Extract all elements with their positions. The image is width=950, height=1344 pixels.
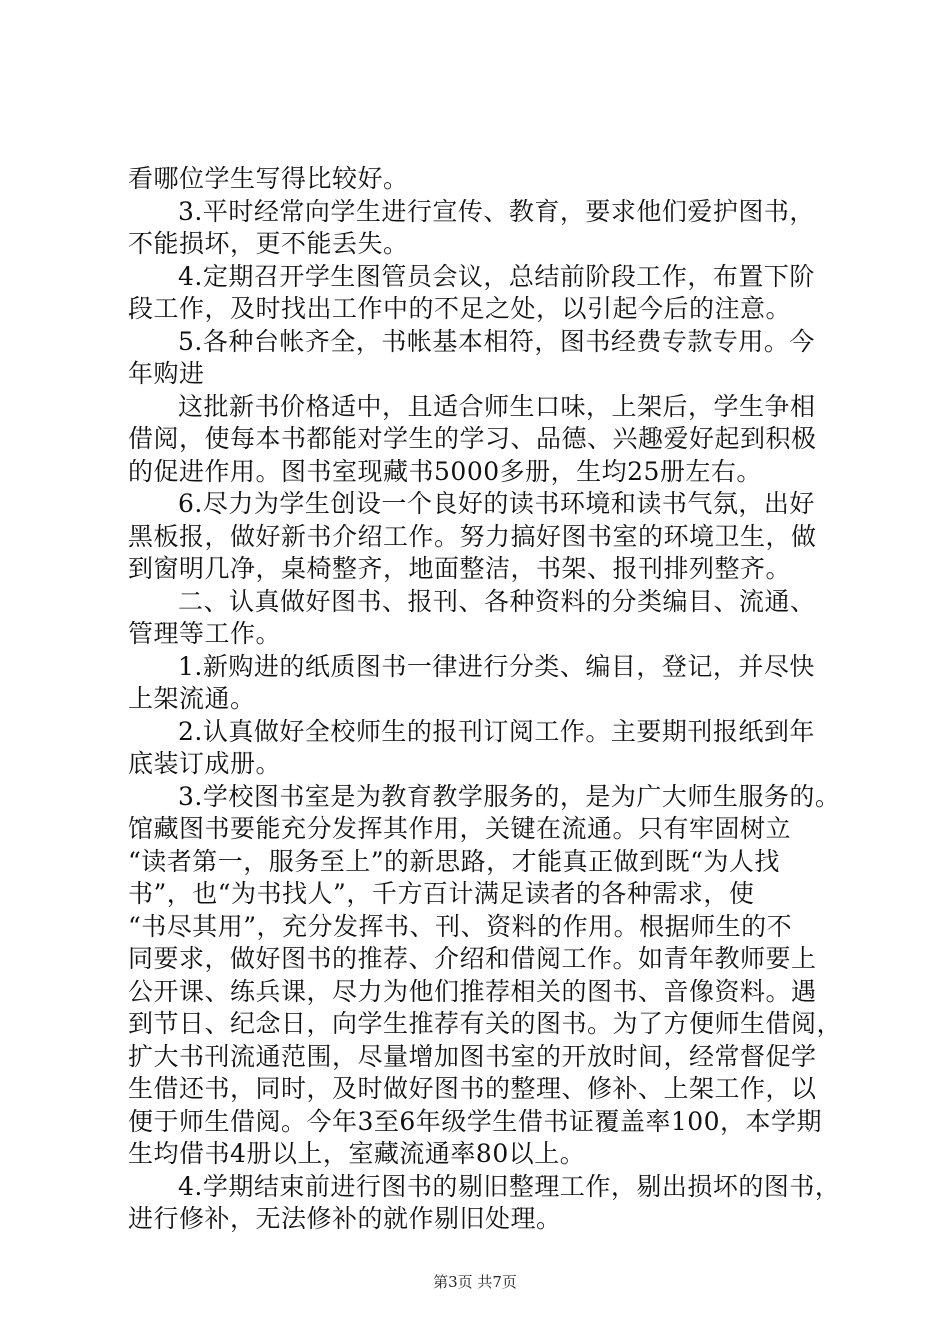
- text-line: 6.尽力为学生创设一个良好的读书环境和读书气氛，出好: [178, 489, 815, 518]
- document-body: [128, 163, 843, 1236]
- text-line: 书”，也“为书找人”，千方百计满足读者的各种需求，使: [128, 879, 755, 908]
- text-line: 1.新购进的纸质图书一律进行分类、编目，登记，并尽快: [178, 651, 815, 681]
- text-line: 同要求，做好图书的推荐、介绍和借阅工作。如青年教师要上: [128, 944, 817, 973]
- text-line: 看哪位学生写得比较好。: [128, 164, 409, 193]
- text-line: 管理等工作。: [128, 619, 282, 648]
- text-line: 底装订成册。: [128, 749, 282, 778]
- text-line: 2.认真做好全校师生的报刊订阅工作。主要期刊报纸到年: [178, 716, 815, 746]
- text-line: 上架流通。: [128, 684, 256, 713]
- text-line: 3.学校图书室是为教育教学服务的，是为广大师生服务的。: [178, 781, 841, 811]
- text-line: “读者第一，服务至上”的新思路，才能真正做到既“为人找: [128, 846, 780, 876]
- text-line: 年购进: [128, 359, 205, 388]
- text-line: 到节日、纪念日，向学生推荐有关的图书。为了方便师生借阅，: [128, 1009, 843, 1038]
- text-line: 扩大书刊流通范围，尽量增加图书室的开放时间，经常督促学: [128, 1041, 817, 1071]
- text-line: 进行修补，无法修补的就作剔旧处理。: [128, 1204, 562, 1233]
- text-line: 便于师生借阅。今年3至6年级学生借书证覆盖率100，本学期: [128, 1106, 823, 1136]
- text-line: 生均借书4册以上，室藏流通率80以上。: [128, 1139, 586, 1168]
- text-line: 3.平时经常向学生进行宣传、教育，要求他们爱护图书，: [178, 196, 815, 226]
- text-line: 二、认真做好图书、报刊、各种资料的分类编目、流通、: [178, 586, 816, 616]
- page-footer: 第3页 共7页: [433, 1273, 517, 1291]
- text-line: 借阅，使每本书都能对学生的学习、品德、兴趣爱好起到积极: [128, 424, 817, 453]
- text-line: 生借还书，同时，及时做好图书的整理、修补、上架工作，以: [128, 1074, 817, 1103]
- text-line: 到窗明几净，桌椅整齐，地面整洁，书架、报刊排列整齐。: [128, 554, 792, 583]
- text-line: 馆藏图书要能充分发挥其作用，关键在流通。只有牢固树立: [128, 814, 792, 843]
- text-line: 不能损坏，更不能丢失。: [128, 229, 409, 258]
- text-line: 4.定期召开学生图管员会议，总结前阶段工作，布置下阶: [178, 261, 815, 291]
- text-line: 5.各种台帐齐全，书帐基本相符，图书经费专款专用。今: [178, 326, 815, 356]
- text-line: 黑板报，做好新书介绍工作。努力搞好图书室的环境卫生，做: [128, 521, 817, 551]
- text-line: 段工作，及时找出工作中的不足之处，以引起今后的注意。: [128, 294, 792, 323]
- text-line: 4.学期结束前进行图书的剔旧整理工作，剔出损坏的图书，: [178, 1171, 841, 1201]
- text-line: “书尽其用”，充分发挥书、刊、资料的作用。根据师生的不: [128, 911, 793, 941]
- text-line: 公开课、练兵课，尽力为他们推荐相关的图书、音像资料。遇: [128, 976, 817, 1006]
- text-line: 的促进作用。图书室现藏书5000多册，生均25册左右。: [128, 456, 762, 486]
- text-line: 这批新书价格适中，且适合师生口味，上架后，学生争相: [178, 391, 816, 421]
